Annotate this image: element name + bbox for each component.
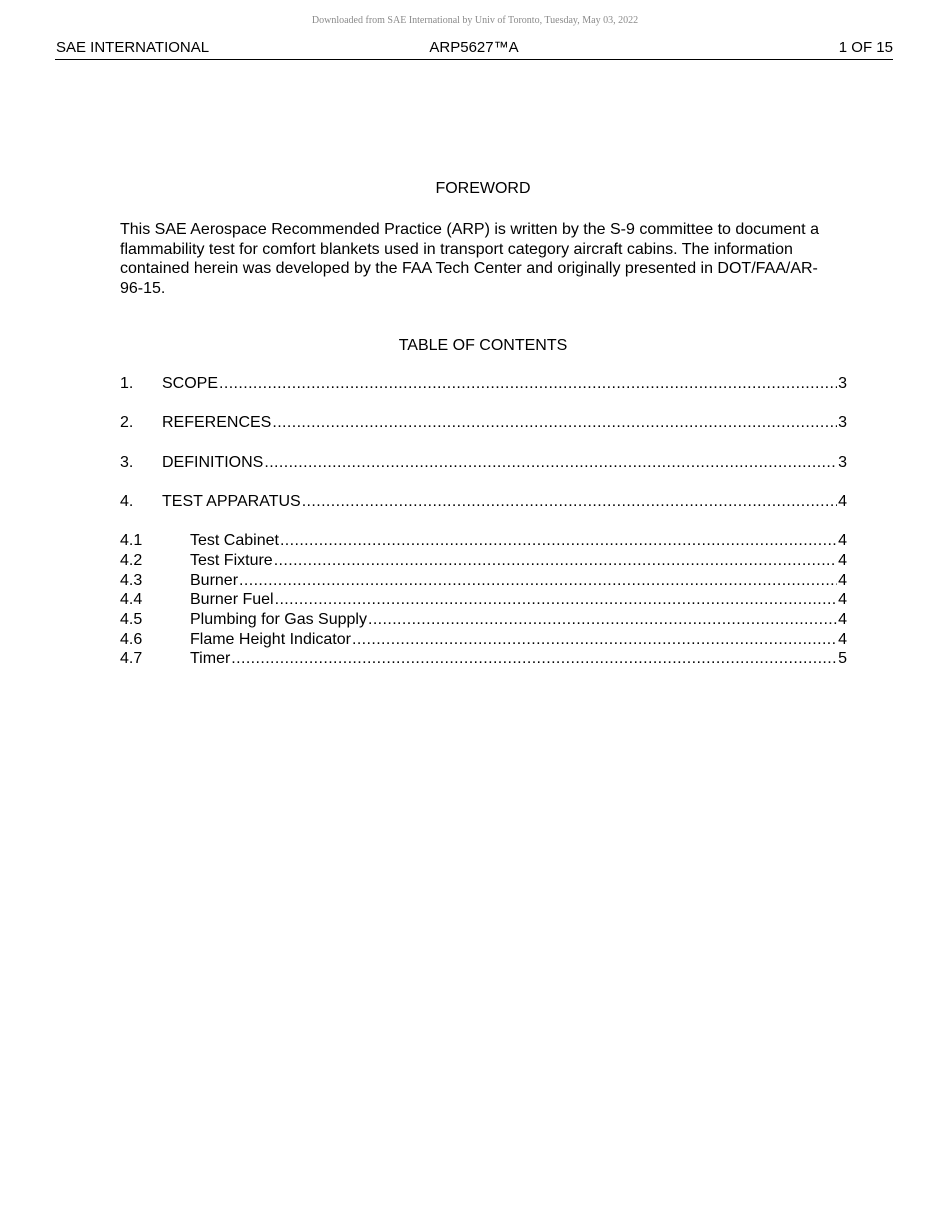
toc-entry[interactable]	[120, 374, 847, 394]
toc-dot-leader	[275, 590, 838, 610]
toc-entry-page: 3	[838, 453, 847, 471]
toc-entry-title: Burner	[190, 571, 239, 589]
foreword-heading: FOREWORD	[435, 180, 531, 197]
toc-entry-page: 4	[838, 492, 847, 510]
toc-dot-leader	[272, 413, 837, 433]
toc-entry-page: 4	[838, 532, 847, 550]
toc-entry-number: 4.1	[120, 532, 143, 550]
toc-entry-title: Plumbing for Gas Supply	[190, 610, 367, 628]
toc-entry-title: Test Cabinet	[190, 532, 279, 550]
toc-entry-page: 4	[838, 610, 847, 628]
toc-entry[interactable]	[120, 649, 847, 669]
toc-dot-leader	[280, 531, 837, 551]
toc-entry-title: Flame Height Indicator	[190, 630, 351, 648]
toc-entry-page: 3	[838, 375, 847, 392]
publisher-name: SAE INTERNATIONAL	[56, 39, 210, 56]
toc-entry-number: 4.6	[120, 630, 143, 648]
toc-entry-title: SCOPE	[162, 375, 219, 392]
toc-entry-page: 3	[838, 414, 847, 432]
toc-entry[interactable]	[120, 531, 847, 551]
toc-dot-leader	[274, 551, 837, 571]
toc-entry-page: 4	[838, 551, 847, 569]
toc-entry[interactable]	[120, 492, 847, 512]
toc-dot-leader	[219, 374, 837, 394]
page-indicator: 1 OF 15	[838, 39, 893, 56]
toc-entry-number: 4.	[120, 492, 134, 510]
toc-entry-number: 1.	[120, 375, 134, 392]
toc-entry-number: 4.3	[120, 571, 143, 589]
toc-entry-title: Test Fixture	[190, 551, 273, 569]
toc-dot-leader	[368, 610, 837, 630]
toc-entry-number: 4.4	[120, 591, 143, 609]
toc-dot-leader	[302, 492, 837, 512]
toc-entry[interactable]	[120, 453, 847, 473]
toc-entry-title: Timer	[190, 650, 231, 668]
download-watermark: Downloaded from SAE International by Univ of Toronto, Tuesday, May 03, 2022	[311, 15, 639, 26]
foreword-paragraph: This SAE Aerospace Recommended Practice (ARP) is written by the S-9 committee to document a flammability test for comfort blankets used in transport category aircraft cabins. The information contained herein was developed by the FAA Tech Center and originally presented in DOT/FAA/AR-96-15.	[120, 221, 819, 298]
toc-entry-page: 5	[838, 650, 847, 668]
toc-entry[interactable]	[120, 413, 847, 433]
document-number: ARP5627™A	[429, 39, 519, 56]
toc-entry-number: 4.7	[120, 650, 143, 668]
toc-entry[interactable]	[120, 630, 847, 650]
toc-entry[interactable]	[120, 590, 847, 610]
toc-entry-page: 4	[838, 630, 847, 648]
toc-entry-page: 4	[838, 571, 847, 589]
toc-entry[interactable]	[120, 571, 847, 591]
toc-heading: TABLE OF CONTENTS	[398, 337, 568, 354]
toc-entry-page: 4	[838, 591, 847, 609]
toc-entry-number: 3.	[120, 453, 134, 471]
toc-dot-leader	[239, 571, 837, 591]
toc-entry-number: 2.	[120, 414, 134, 432]
toc-entry-number: 4.5	[120, 610, 143, 628]
toc-dot-leader	[231, 649, 837, 669]
page-header	[55, 37, 893, 60]
toc-entry-number: 4.2	[120, 551, 143, 569]
toc-entry[interactable]	[120, 551, 847, 571]
toc-entry-title: TEST APPARATUS	[162, 492, 301, 510]
toc-entry-title: Burner Fuel	[190, 591, 274, 609]
toc-dot-leader	[264, 453, 837, 473]
toc-entry-title: DEFINITIONS	[162, 453, 264, 471]
toc-entry[interactable]	[120, 610, 847, 630]
toc-entry-title: REFERENCES	[162, 414, 272, 432]
toc-dot-leader	[352, 630, 837, 650]
